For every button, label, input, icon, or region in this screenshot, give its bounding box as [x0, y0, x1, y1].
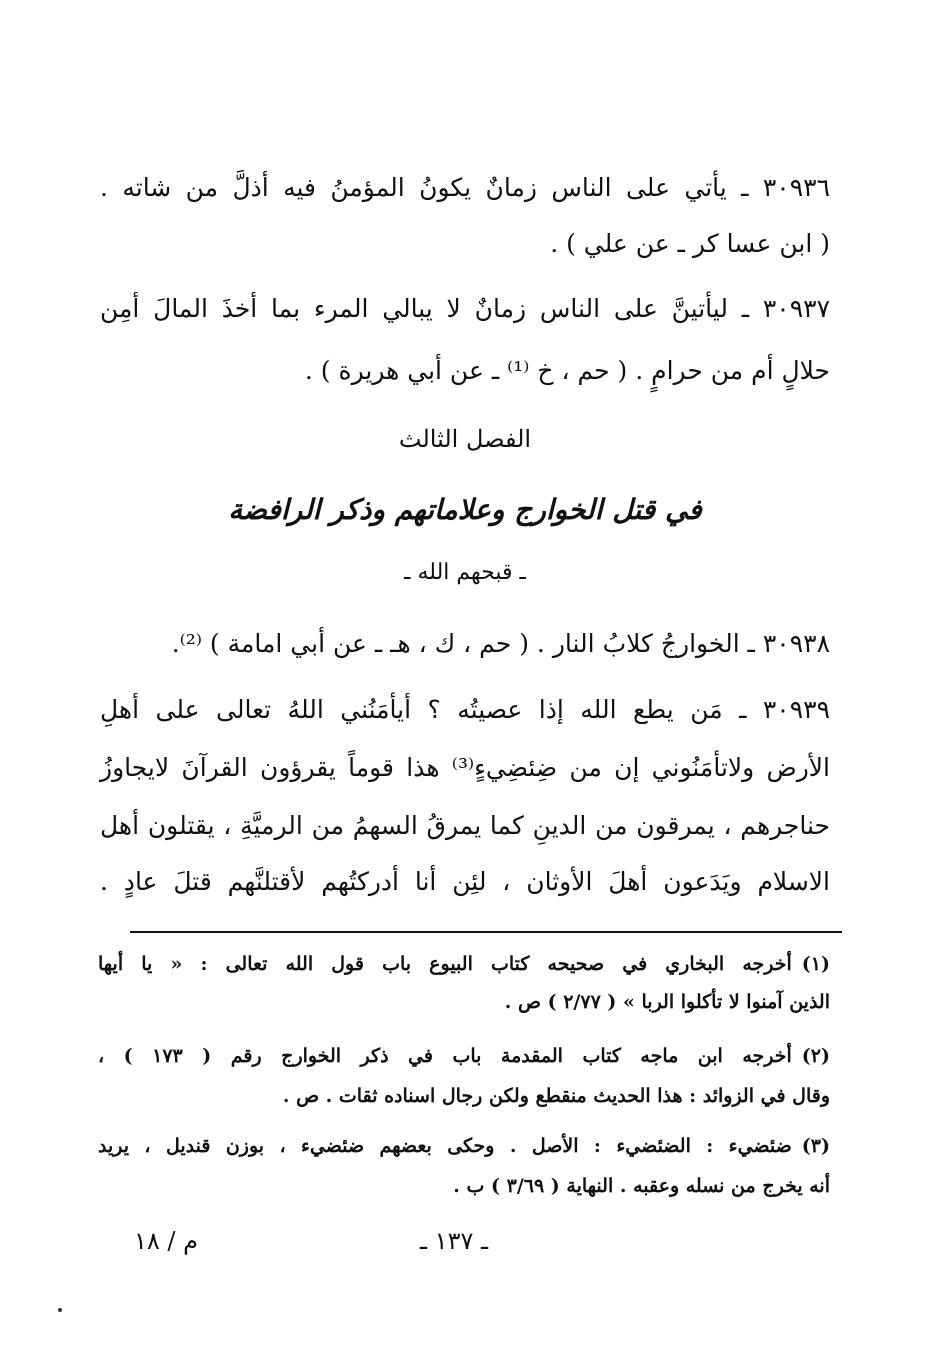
footnote-2-number: (٢): [801, 1045, 830, 1067]
hadith-30936-line-1: ٣٠٩٣٦ ـ يأتي على الناس زمانٌ يكونُ المؤمنُ فيه أذلَّ من شاته .: [100, 173, 830, 202]
page-number: ـ ١٣٧ ـ: [420, 1227, 489, 1255]
footnote-2-text: أخرجه ابن ماجه كتاب المقدمة باب في ذكر الخوارج رقم ( ١٧٣ ) ،: [98, 1045, 792, 1067]
hadith-30939-line-2: الأرض ولاتأمَنُوني إن من ضِئضِيءٍ⁽³⁾ هذا قوماً يقرؤون القرآنَ لايجاوزُ: [100, 753, 830, 782]
chapter-note: ـ قبحهم الله ـ: [404, 560, 526, 585]
footnote-3-text: ضئضيء : الضئضيء : الأصل . وحكى بعضهم ضئضيء ، بوزن قنديل ، يريد: [98, 1135, 792, 1157]
hadith-30939-line-1: ٣٠٩٣٩ ـ مَن يطع الله إذا عصيتُه ؟ أيأمَنُني اللهُ تعالى على أهلِ: [100, 695, 830, 724]
footnote-3-line-1: [98, 1132, 830, 1160]
footnote-1-text: أخرجه البخاري في صحيحه كتاب البيوع باب قول الله تعالى : « يا أيها: [98, 953, 792, 975]
chapter-title: الفصل الثالث: [398, 425, 532, 453]
footnote-3-number: (٣): [801, 1135, 830, 1157]
footnote-2-line-1: [98, 1042, 830, 1070]
hadith-30939-line-3: حناجرهم ، يمرقون من الدينِ كما يمرقُ السهمُ من الرميَّةِ ، يقتلون أهل: [100, 811, 830, 840]
hadith-30939-line-4: الاسلام ويَدَعون أهلَ الأوثان ، لئِن أنا أدركتُهم لأقتلنَّهم قتلَ عادٍ .: [100, 867, 830, 896]
hadith-30938-line-1: ٣٠٩٣٨ ـ الخوارجُ كلابُ النار . ( حم ، ك ، هـ ـ عن أبي امامة ) ⁽²⁾.: [171, 629, 830, 658]
scan-speck: [58, 1308, 62, 1312]
footnote-2-line-2: وقال في الزوائد : هذا الحديث منقطع ولكن رجال اسناده ثقات . ص .: [282, 1085, 830, 1107]
footnote-1-number: (١): [801, 953, 830, 975]
hadith-30937-line-1: ٣٠٩٣٧ ـ ليأتينَّ على الناس زمانٌ لا يبالي المرء بما أخذَ المالَ أمِن: [100, 294, 830, 323]
footnote-divider: [130, 931, 842, 933]
signature-mark: م / ١٨: [134, 1227, 198, 1255]
hadith-30937-line-2: حلالٍ أم من حرامٍ . ( حم ، خ ⁽¹⁾ ـ عن أبي هريرة ) .: [304, 356, 830, 385]
hadith-30936-source: ( ابن عسا كر ـ عن علي ) .: [550, 229, 830, 258]
chapter-subtitle: في قتل الخوارج وعلاماتهم وذكر الرافضة: [228, 493, 702, 526]
footnote-1-line-1: [98, 950, 830, 978]
footnote-1-line-2: الذين آمنوا لا تأكلوا الربا » ( ٢/٧٧ ) ص .: [504, 991, 830, 1013]
footnote-3-line-2: أنه يخرج من نسله وعقبه . النهاية ( ٣/٦٩ ) ب .: [453, 1175, 830, 1197]
